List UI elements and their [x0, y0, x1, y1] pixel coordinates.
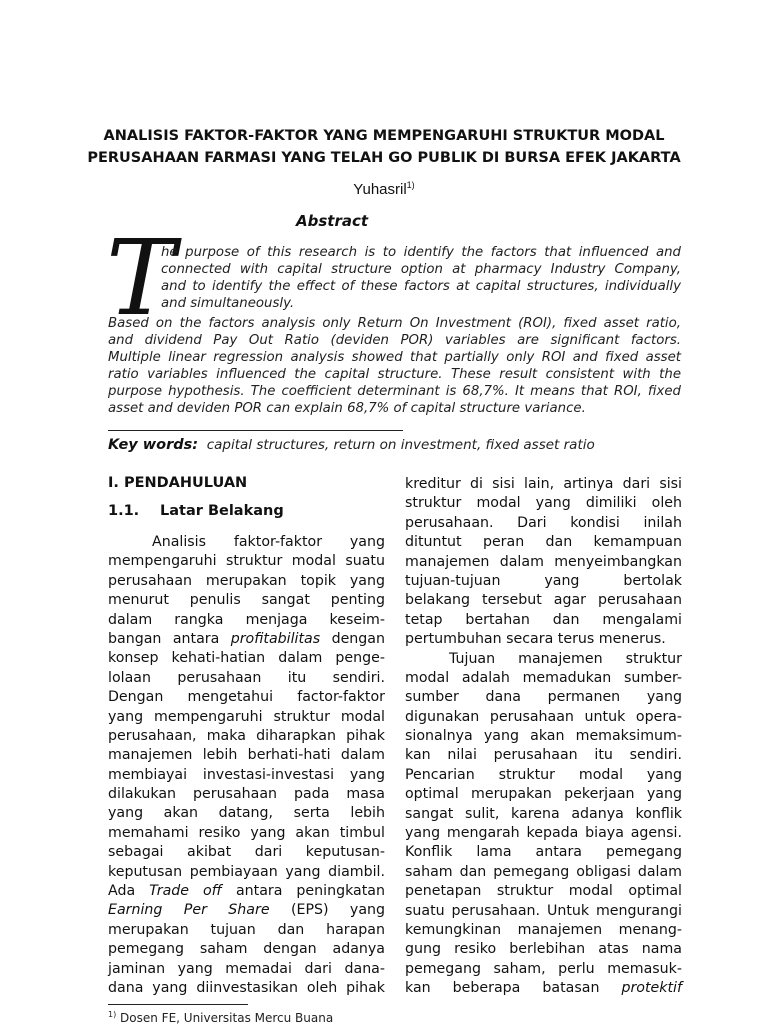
footnote-text: Dosen FE, Universitas Mercu Buana [116, 1011, 334, 1025]
body-line [405, 979, 682, 998]
body-line: Dengan mengetahui factor-faktor [108, 689, 385, 706]
body-line: sumber dana permanen yang [405, 689, 682, 706]
body-line: perusahaan merupakan topik yang [108, 572, 385, 589]
body-line [108, 630, 385, 649]
body-line: pemegang saham, perlu memasuk- [405, 960, 682, 977]
body-line: manajemen lebih berhati-hati dalam [108, 747, 385, 764]
body-line: tujuan-tujuan yang bertolak [405, 572, 682, 589]
body-line: struktur modal yang dimiliki oleh [405, 495, 682, 512]
body-line: Pencarian struktur modal yang [405, 766, 682, 783]
body-line: Analisis faktor-faktor yang [152, 534, 385, 550]
abstract-line: Based on the factors analysis only Return On Investment (ROI), fixed asset ratio, [108, 316, 681, 331]
emphasis-trade-off: Trade off [149, 883, 222, 900]
body-line: keputusan pembiayaan yang diambil. [108, 863, 385, 880]
body-line: membiayai investasi-investasi yang [108, 766, 385, 783]
abstract-line: he purpose of this research is to identify the factors that influenced and [161, 245, 681, 260]
abstract-paragraph-2 [108, 315, 681, 417]
emphasis-protektif: protektif [621, 980, 682, 997]
body-line: perusahaan, maka diharapkan pihak [108, 727, 385, 744]
body-fragment: (EPS) yang [269, 902, 386, 919]
abstract-line: asset and deviden POR can explain 68,7% of capital structure variance. [108, 401, 586, 416]
body-line: sionalnya yang akan memaksimum- [405, 728, 682, 745]
body-line: menurut penulis sangat penting [108, 592, 385, 609]
keywords-value: capital structures, return on investment, fixed asset ratio [206, 437, 595, 453]
body-line: memahami resiko yang akan timbul [108, 824, 385, 841]
body-line: merupakan tujuan dan harapan [108, 921, 385, 938]
title-line-2: PERUSAHAAN FARMASI YANG TELAH GO PUBLIK DI BURSA EFEK JAKARTA [87, 150, 681, 166]
body-line: pertumbuhan secara terus menerus. [405, 631, 666, 648]
footnote-mark: 1) [108, 1010, 117, 1019]
abstract-paragraph-1 [161, 244, 681, 312]
emphasis-eps: Earning Per Share [108, 902, 270, 919]
author-name: Yuhasril [353, 181, 407, 198]
title-line-1: ANALISIS FAKTOR-FAKTOR YANG MEMPENGARUHI STRUKTUR MODAL [103, 128, 665, 144]
body-line: dituntut peran dan kemampuan [405, 534, 682, 551]
body-line [108, 901, 385, 920]
body-line: lolaan perusahaan itu sendiri. [108, 669, 385, 686]
body-line: digunakan perusahaan untuk opera- [405, 708, 682, 725]
body-line: dana yang diinvestasikan oleh pihak [108, 979, 385, 996]
body-line: yang mengarah kepada biaya agensi. [405, 825, 682, 842]
body-line: suatu perusahaan. Untuk mengurangi [405, 902, 682, 919]
keywords [108, 437, 595, 453]
body-fragment: antara peningkatan [221, 883, 385, 900]
subsection-number: 1.1. [108, 503, 140, 519]
body-line: optimal merupakan pekerjaan yang [405, 786, 682, 803]
body-line: belakang tersebut agar perusahaan [405, 592, 682, 609]
right-column-text [405, 475, 682, 999]
abstract-line: and to identify the effect of these factors at capital structures, individually [161, 279, 681, 294]
abstract-line: purpose hypothesis. The coefficient determinant is 68,7%. It means that ROI, fixed [108, 384, 681, 399]
abstract-line: and dividend Pay Out Ratio (deviden POR) variables are significant factors. [108, 333, 681, 348]
body-line: yang akan datang, serta lebih [108, 805, 385, 822]
subsection-heading [108, 503, 284, 519]
body-line: gung resiko berlebihan atas nama [405, 941, 682, 958]
body-line: dalam rangka menjaga keseim- [108, 611, 385, 628]
body-line: kemungkinan manajemen menang- [405, 921, 682, 938]
body-fragment: dengan [320, 630, 385, 647]
abstract-heading: Abstract [296, 212, 369, 230]
body-fragment: Ada [108, 883, 150, 900]
body-line: perusahaan. Dari kondisi inilah [405, 514, 682, 531]
author-footnote-mark: 1) [406, 180, 415, 190]
keywords-label: Key words: [108, 437, 199, 453]
body-line: tetap bertahan dan mengalami [405, 611, 682, 628]
body-line: Konflik lama antara pemegang [405, 844, 682, 861]
body-line: penetapan struktur modal optimal [405, 883, 682, 900]
body-line: kreditur di sisi lain, artinya dari sisi [405, 476, 682, 492]
abstract-line: ratio variables influenced the capital structure. These result consistent with the [108, 367, 681, 382]
body-fragment: bangan antara [108, 630, 231, 647]
body-fragment: kan beberapa batasan [405, 980, 622, 997]
body-line: sebagai akibat dari keputusan- [108, 844, 385, 861]
body-line: manajemen dalam menyeimbangkan [405, 553, 682, 570]
body-line: dilakukan perusahaan pada masa [108, 786, 385, 803]
body-line: konsep kehati-hatian dalam penge- [108, 650, 385, 667]
body-line: jaminan yang memadai dari dana- [108, 960, 385, 977]
body-line: modal adalah memadukan sumber- [405, 669, 682, 686]
body-line: yang mempengaruhi struktur modal [108, 708, 385, 725]
body-line: pemegang saham dengan adanya [108, 941, 385, 958]
left-column-text [108, 533, 385, 998]
section-heading: I. PENDAHULUAN [108, 475, 248, 491]
emphasis-profitabilitas: profitabilitas [230, 630, 321, 647]
abstract-line: Multiple linear regression analysis showed that partially only ROI and fixed asset [108, 350, 681, 365]
body-line: saham dan pemegang obligasi dalam [405, 863, 682, 880]
abstract-dropcap: T [106, 217, 176, 339]
body-line: mempengaruhi struktur modal suatu [108, 553, 385, 570]
abstract-divider [108, 430, 403, 431]
body-line: Tujuan manajemen struktur [449, 650, 682, 667]
subsection-title: Latar Belakang [160, 503, 284, 519]
footnote-divider [108, 1004, 248, 1005]
body-line: sangat sulit, karena adanya konflik [405, 805, 682, 822]
abstract-line: connected with capital structure option at pharmacy Industry Company, [161, 262, 681, 277]
abstract-line: and simultaneously. [161, 296, 295, 311]
footnote [108, 1010, 333, 1025]
body-line [108, 882, 385, 901]
body-line: kan nilai perusahaan itu sendiri. [405, 747, 682, 764]
author-line [0, 180, 768, 198]
paper-title [80, 125, 688, 169]
